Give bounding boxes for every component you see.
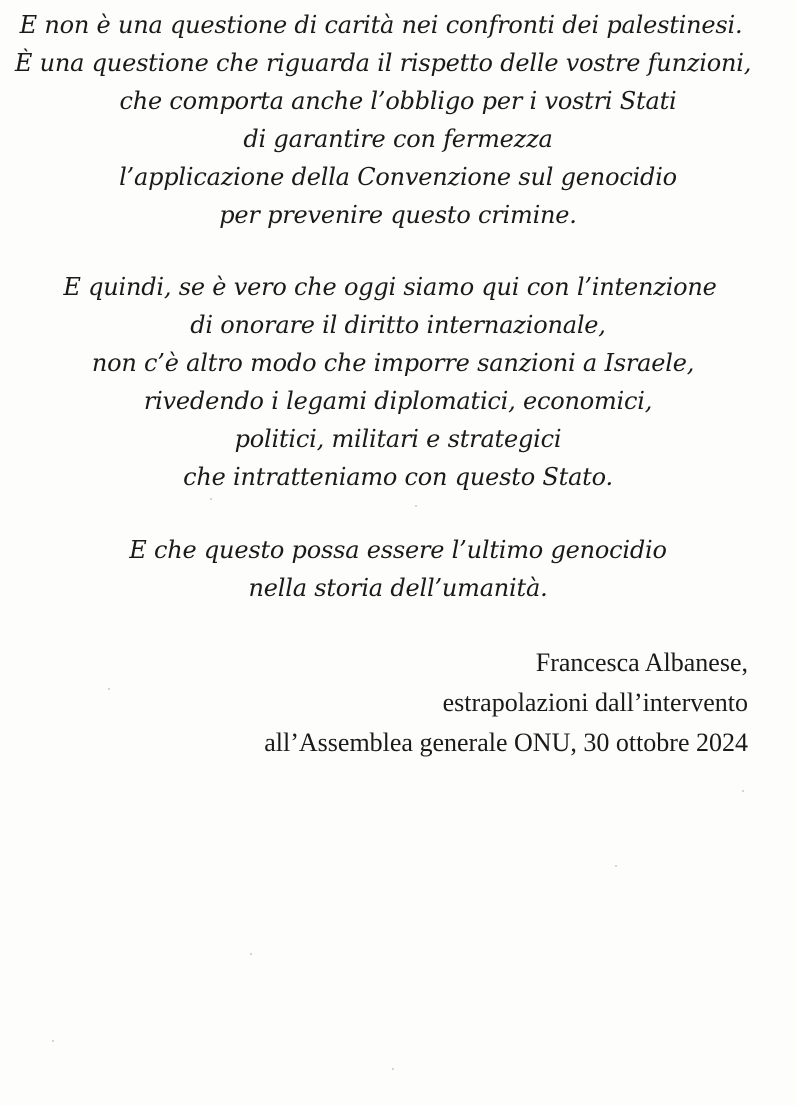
attribution-author: Francesca Albanese, [535, 648, 748, 677]
scan-speck [392, 1068, 394, 1070]
scan-speck [615, 865, 617, 867]
attribution-source-date: all’Assemblea generale ONU, 30 ottobre 2024 [264, 728, 748, 757]
quote-line: l’applicazione della Convenzione sul genocidio [119, 163, 677, 191]
scan-speck [108, 688, 110, 690]
attribution-source: estrapolazioni dall’intervento [442, 688, 748, 717]
quote-stanza-3 [0, 531, 796, 607]
quote-line: politici, militari e strategici [234, 425, 562, 453]
scan-speck [415, 505, 417, 507]
quote-line: rivedendo i legami diplomatici, economici, [143, 387, 653, 415]
quote-line: non c’è altro modo che imporre sanzioni a Israele, [91, 349, 695, 377]
quote-stanza-2 [0, 268, 796, 496]
scan-speck [210, 498, 212, 500]
scan-speck [742, 790, 744, 792]
quote-line: È una questione che riguarda il rispetto delle vostre funzioni, [14, 49, 752, 77]
quote-line: di garantire con fermezza [243, 125, 553, 153]
scan-speck [250, 953, 252, 955]
attribution-block [264, 643, 748, 763]
quote-line: che comporta anche l’obbligo per i vostri Stati [119, 87, 677, 115]
quote-line: nella storia dell’umanità. [248, 574, 548, 602]
quote-line: E non è una questione di carità nei confronti dei palestinesi. [19, 11, 743, 39]
quote-line: per prevenire questo crimine. [219, 201, 577, 229]
quote-line: E quindi, se è vero che oggi siamo qui con l’intenzione [63, 273, 717, 301]
quote-stanza-1 [0, 6, 796, 234]
quote-line: di onorare il diritto internazionale, [190, 311, 606, 339]
quote-line: E che questo possa essere l’ultimo genocidio [129, 536, 667, 564]
quote-line: che intratteniamo con questo Stato. [183, 463, 613, 491]
scan-speck [52, 1040, 54, 1042]
